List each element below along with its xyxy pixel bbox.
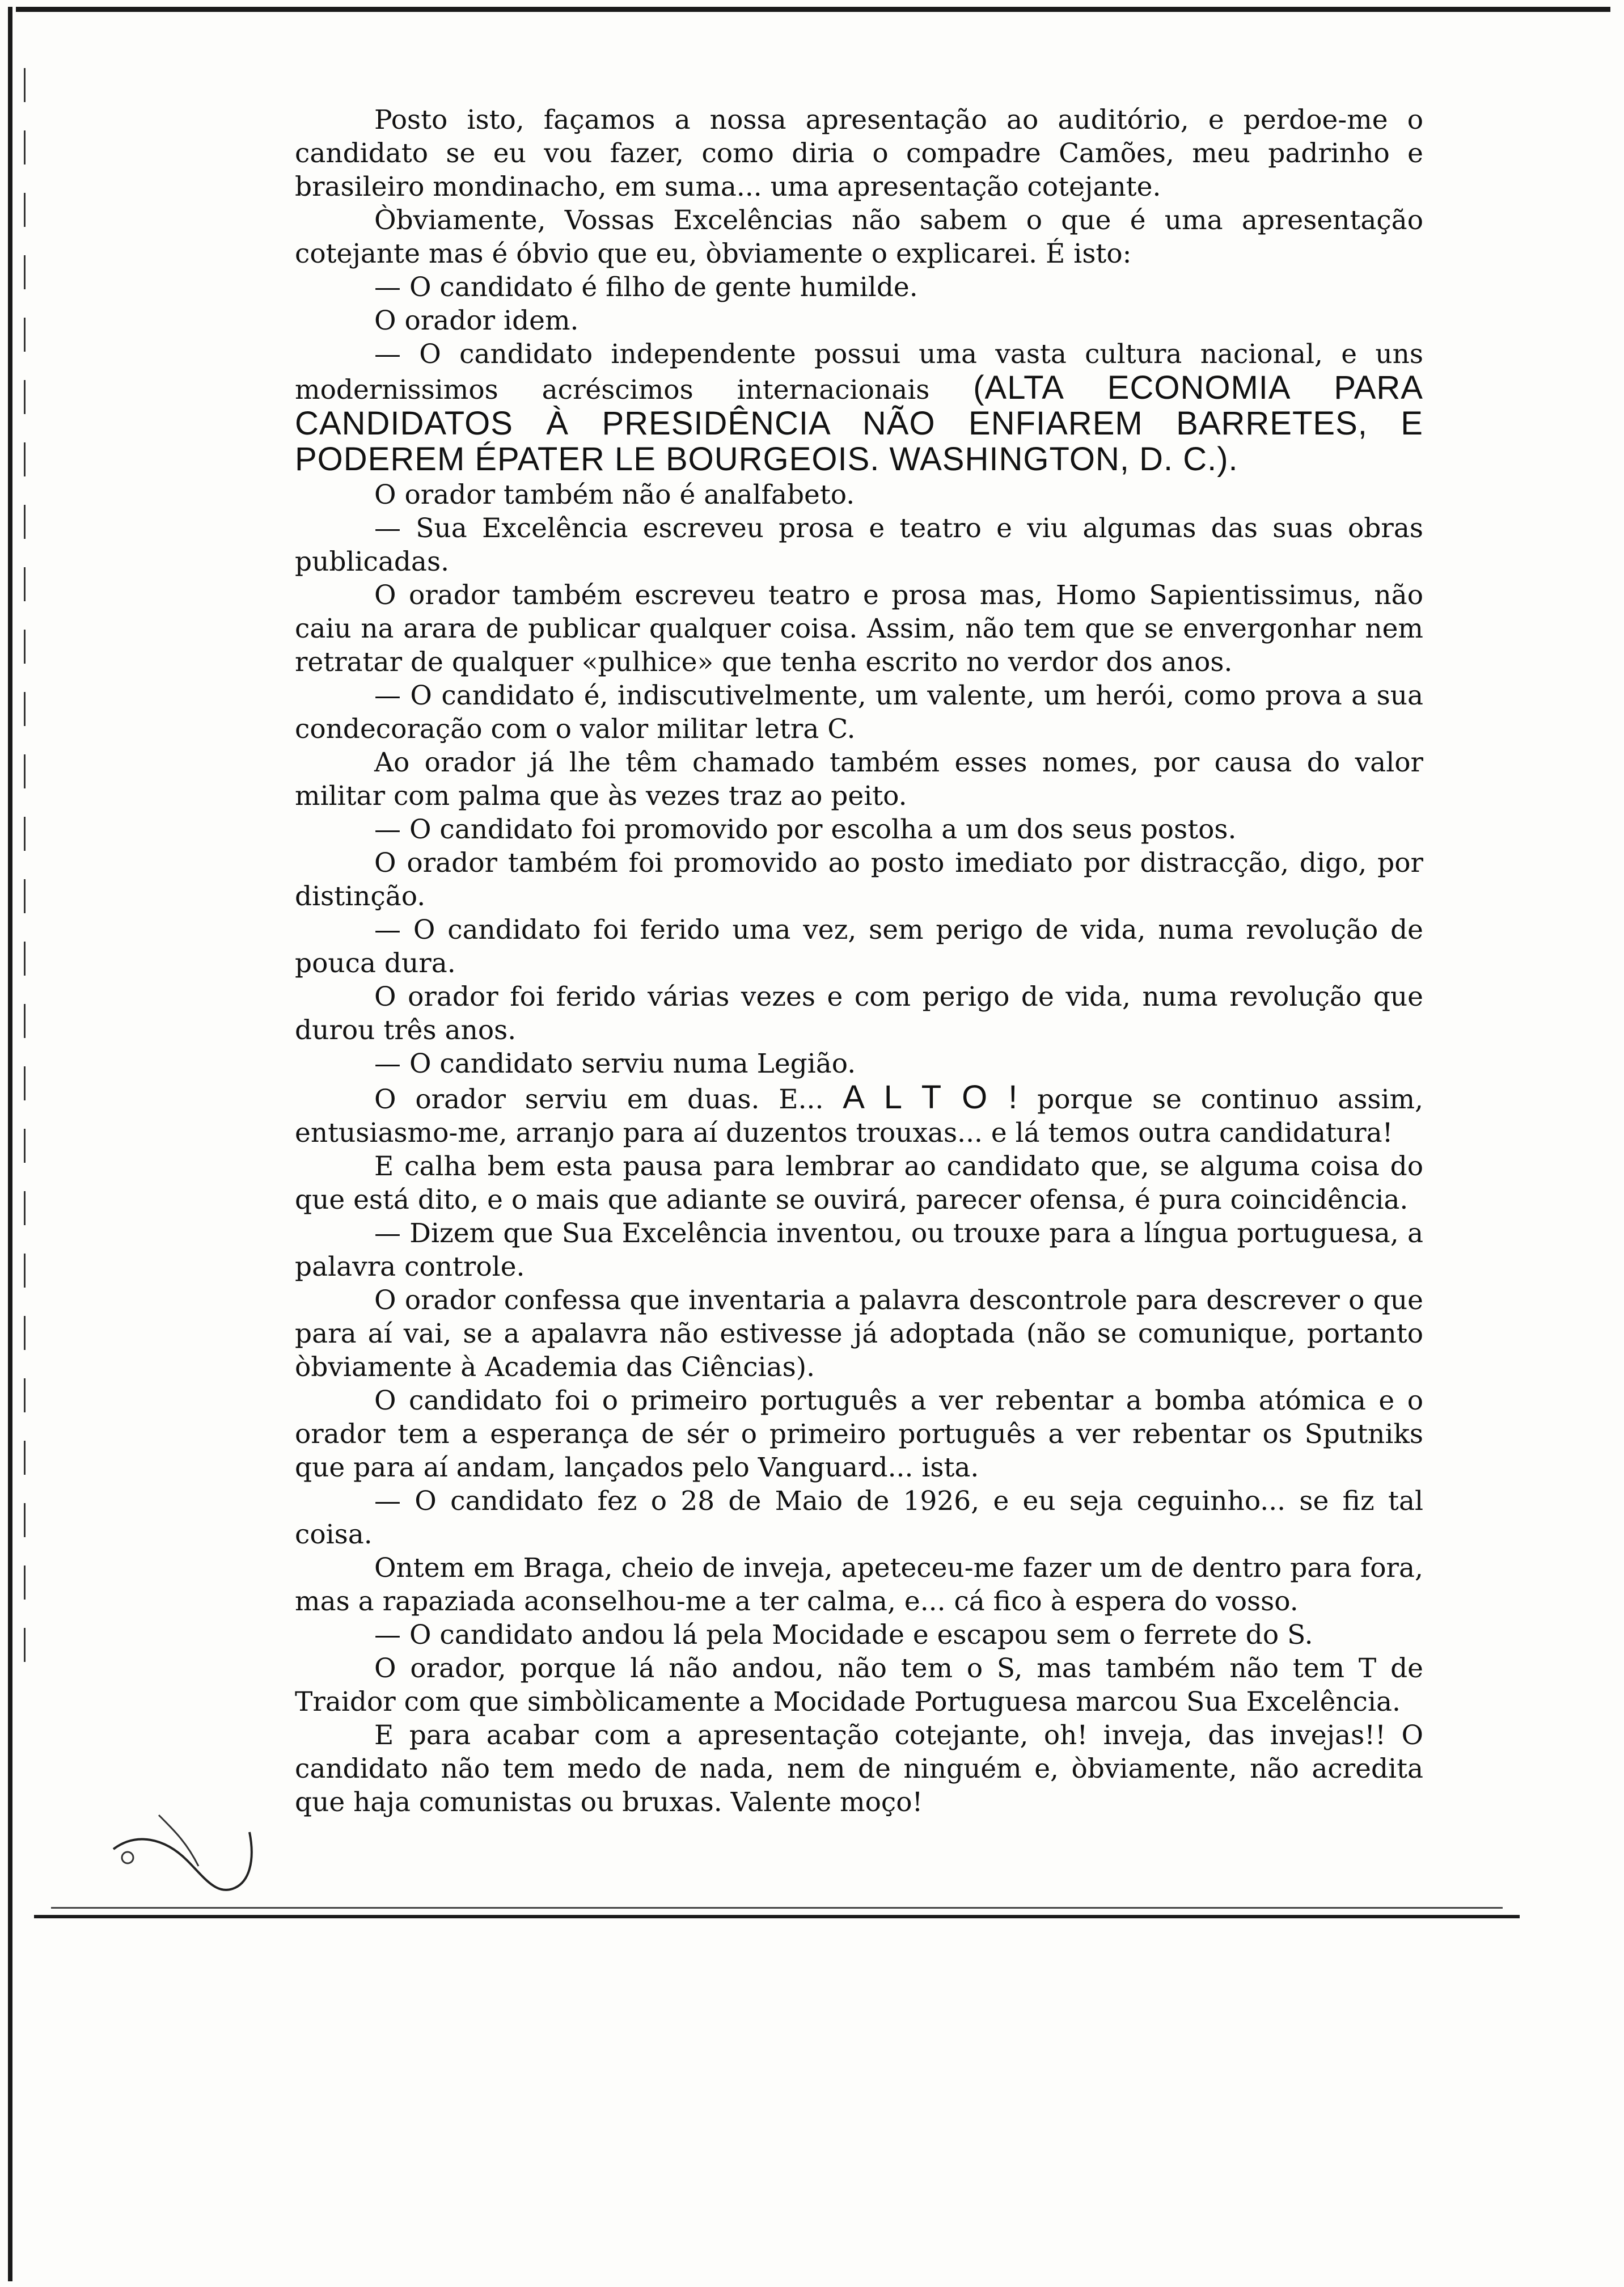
body-text xyxy=(295,103,1423,1819)
caps-insert: (ALTA ECONOMIA PARA CANDIDATOS À PRESIDÊNCIA NÃO ENFIAREM BARRETES, E PODEREM ÉPATER LE BOURGEOIS. WASHINGTON, D. C.). xyxy=(295,369,1423,478)
paragraph: O orador também não é analfabeto. xyxy=(374,479,855,510)
paragraph: — O candidato andou lá pela Mocidade e escapou sem o ferrete do S. xyxy=(374,1619,1313,1651)
paragraph xyxy=(295,337,1423,478)
bottom-border-rule xyxy=(34,1915,1520,1918)
left-border-rule xyxy=(8,7,12,2281)
paragraph: — O candidato foi promovido por escolha a um dos seus postos. xyxy=(374,814,1237,845)
paragraph: O orador idem. xyxy=(374,305,579,336)
top-border-rule xyxy=(16,7,1610,12)
paragraph: O orador confessa que inventaria a palavra descontrole para descrever o que para aí vai, se a apalavra não estivesse já adoptada (não se comunique, portanto òbviamente à Academia das Ciências). xyxy=(295,1285,1423,1383)
left-inner-rule xyxy=(24,68,26,1679)
paragraph: O orador, porque lá não andou, não tem o S, mas também não tem T de Traidor com que simbòlicamente a Mocidade Portuguesa marcou Sua Excelência. xyxy=(295,1653,1423,1718)
paragraph: E para acabar com a apresentação cotejante, oh! inveja, das invejas!! O candidato não tem medo de nada, nem de ninguém e, òbviamente, não acredita que haja comunistas ou bruxas. Valente moço! xyxy=(295,1720,1423,1818)
handwritten-flourish-icon xyxy=(102,1781,272,1917)
paragraph: O orador foi ferido várias vezes e com perigo de vida, numa revolução que durou três anos. xyxy=(295,981,1423,1046)
paragraph: — O candidato fez o 28 de Maio de 1926, e eu seja ceguinho... se fiz tal coisa. xyxy=(295,1486,1423,1550)
paragraph-text: porque se continuo assim, entusiasmo-me, arranjo para aí duzentos trouxas... e lá temos outra candidatura! xyxy=(295,1084,1423,1149)
paragraph: — O candidato foi ferido uma vez, sem perigo de vida, numa revolução de pouca dura. xyxy=(295,914,1423,979)
paragraph: — O candidato é filho de gente humilde. xyxy=(374,272,918,303)
paragraph: Posto isto, façamos a nossa apresentação ao auditório, e perdoe-me o candidato se eu vou fazer, como diria o compadre Camões, meu padrinho e brasileiro mondinacho, em suma... uma apresentação cotejante. xyxy=(295,104,1423,202)
alto-exclamation: A L T O ! xyxy=(843,1079,1018,1116)
paragraph: O orador também escreveu teatro e prosa mas, Homo Sapientissimus, não caiu na arara de publicar qualquer coisa. Assim, não tem que se envergonhar nem retratar de qualquer «pulhice» que tenha escrito no verdor dos anos. xyxy=(295,580,1423,678)
paragraph-text: — O candidato independente possui uma vasta cultura nacional, e uns modernissimos acréscimos internacionais xyxy=(295,339,1423,406)
paragraph: Òbviamente, Vossas Excelências não sabem o que é uma apresentação cotejante mas é óbvio que eu, òbviamente o explicarei. É isto: xyxy=(295,205,1423,269)
bottom-inner-rule xyxy=(51,1907,1503,1909)
paragraph: — O candidato é, indiscutivelmente, um valente, um herói, como prova a sua condecoração com o valor militar letra C. xyxy=(295,680,1423,745)
paragraph: O orador também foi promovido ao posto imediato por distracção, digo, por distinção. xyxy=(295,847,1423,912)
paragraph: — Dizem que Sua Excelência inventou, ou trouxe para a língua portuguesa, a palavra controle. xyxy=(295,1218,1423,1282)
paragraph: Ontem em Braga, cheio de inveja, apeteceu-me fazer um de dentro para fora, mas a rapaziada aconselhou-me a ter calma, e... cá fico à espera do vosso. xyxy=(295,1552,1423,1617)
paragraph: — O candidato serviu numa Legião. xyxy=(374,1048,856,1079)
paragraph: — Sua Excelência escreveu prosa e teatro e viu algumas das suas obras publicadas. xyxy=(295,513,1423,577)
paragraph: Ao orador já lhe têm chamado também esses nomes, por causa do valor militar com palma que às vezes traz ao peito. xyxy=(295,747,1423,812)
paragraph xyxy=(295,1081,1423,1150)
paragraph: O candidato foi o primeiro português a ver rebentar a bomba atómica e o orador tem a esperança de sér o primeiro português a ver rebentar os Sputniks que para aí andam, lançados pelo Vanguard... ista. xyxy=(295,1385,1423,1483)
paragraph-text: O orador serviu em duas. E... xyxy=(374,1084,824,1115)
paragraph: E calha bem esta pausa para lembrar ao candidato que, se alguma coisa do que está dito, e o mais que adiante se ouvirá, parecer ofensa, é pura coincidência. xyxy=(295,1151,1423,1216)
